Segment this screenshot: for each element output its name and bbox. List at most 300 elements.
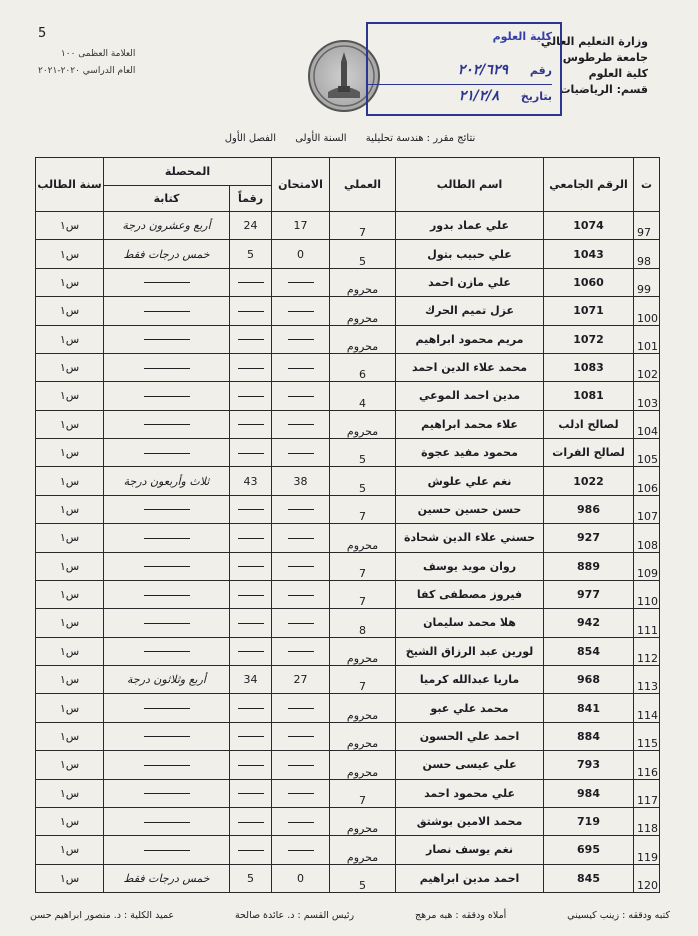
table-row (36, 410, 660, 438)
stamp-date-value: ٢١/٢/٨ (458, 88, 499, 104)
total-digits (230, 524, 272, 552)
academic-year-line: العام الدراسي ٢٠٢٠-٢٠٢١ (38, 66, 136, 76)
university-id: 1074 (544, 212, 634, 240)
student-name: نغم يوسف نصار (396, 836, 544, 864)
student-name: فيروز مصطفى كفا (396, 580, 544, 608)
student-year: س١ (36, 410, 104, 438)
empty-dash (144, 282, 190, 283)
exam-grade (272, 552, 330, 580)
empty-dash (144, 595, 190, 596)
table-row (36, 212, 660, 240)
total-digits (230, 751, 272, 779)
student-name: احمد مدين ابراهيم (396, 864, 544, 892)
row-number: 113 (634, 666, 660, 694)
empty-dash (288, 651, 314, 652)
student-year: س١ (36, 495, 104, 523)
row-number: 111 (634, 609, 660, 637)
empty-dash (238, 651, 264, 652)
empty-dash (144, 339, 190, 340)
row-number: 110 (634, 580, 660, 608)
total-digits (230, 353, 272, 381)
university-id: 1083 (544, 353, 634, 381)
total-digits (230, 439, 272, 467)
row-number: 106 (634, 467, 660, 495)
table-row (36, 353, 660, 381)
student-name: محمود مفيد عجوة (396, 439, 544, 467)
table-row (36, 637, 660, 665)
empty-dash (144, 566, 190, 567)
empty-dash (288, 850, 314, 851)
total-words (104, 751, 230, 779)
student-name: حسن حسين حسين (396, 495, 544, 523)
student-name: حسني علاء الدين شحادة (396, 524, 544, 552)
table-row (36, 836, 660, 864)
exam-grade: 0 (272, 240, 330, 268)
row-number: 105 (634, 439, 660, 467)
student-name: روان مويد يوسف (396, 552, 544, 580)
stamp-date-row (368, 88, 552, 104)
header-words: كتابة (104, 186, 230, 212)
exam-grade: 0 (272, 864, 330, 892)
table-row (36, 609, 660, 637)
total-words (104, 552, 230, 580)
empty-dash (238, 850, 264, 851)
empty-dash (144, 424, 190, 425)
empty-dash (144, 822, 190, 823)
student-name: علي مازن احمد (396, 268, 544, 296)
empty-dash (288, 566, 314, 567)
empty-dash (144, 736, 190, 737)
exam-grade (272, 268, 330, 296)
total-digits (230, 722, 272, 750)
empty-dash (238, 623, 264, 624)
row-number: 99 (634, 268, 660, 296)
empty-dash (238, 311, 264, 312)
exam-grade (272, 382, 330, 410)
total-digits (230, 580, 272, 608)
header-exam: الامتحان (272, 158, 330, 212)
course-title (150, 133, 550, 144)
practical-grade: محروم (330, 524, 396, 552)
total-words (104, 836, 230, 864)
row-number: 117 (634, 779, 660, 807)
total-words (104, 580, 230, 608)
student-name: علاء محمد ابراهيم (396, 410, 544, 438)
row-number: 100 (634, 297, 660, 325)
exam-grade (272, 609, 330, 637)
empty-dash (144, 708, 190, 709)
university-id: 1022 (544, 467, 634, 495)
total-digits: 34 (230, 666, 272, 694)
stamp-number-row (368, 62, 552, 85)
university-id: 793 (544, 751, 634, 779)
empty-dash (238, 509, 264, 510)
empty-dash (238, 424, 264, 425)
stamp-faculty: كلية العلوم (492, 30, 552, 43)
student-year: س١ (36, 467, 104, 495)
total-digits: 24 (230, 212, 272, 240)
student-year: س١ (36, 297, 104, 325)
student-name: عزل تميم الحرك (396, 297, 544, 325)
student-year: س١ (36, 694, 104, 722)
table-row (36, 694, 660, 722)
empty-dash (288, 453, 314, 454)
exam-grade (272, 637, 330, 665)
exam-grade (272, 524, 330, 552)
header-practical: العملي (330, 158, 396, 212)
student-year: س١ (36, 864, 104, 892)
grades-table (35, 157, 660, 893)
student-year: س١ (36, 722, 104, 750)
empty-dash (238, 538, 264, 539)
course-name: نتائج مقرر : هندسة تحليلية (365, 133, 476, 144)
row-number: 109 (634, 552, 660, 580)
total-digits (230, 609, 272, 637)
empty-dash (144, 765, 190, 766)
student-name: علي عماد بدور (396, 212, 544, 240)
row-number: 118 (634, 807, 660, 835)
exam-grade (272, 325, 330, 353)
total-words: خمس درجات فقط (104, 864, 230, 892)
table-row (36, 722, 660, 750)
empty-dash (288, 509, 314, 510)
student-year: س١ (36, 325, 104, 353)
total-words: أربع وعشرون درجة (104, 212, 230, 240)
university-id: 984 (544, 779, 634, 807)
total-words (104, 609, 230, 637)
practical-grade: محروم (330, 268, 396, 296)
student-year: س١ (36, 751, 104, 779)
exam-grade (272, 353, 330, 381)
exam-grade (272, 694, 330, 722)
total-digits (230, 552, 272, 580)
university-id: 942 (544, 609, 634, 637)
student-year: س١ (36, 439, 104, 467)
practical-grade: 5 (330, 240, 396, 268)
total-words (104, 495, 230, 523)
max-grade-line: العلامة العظمى ١٠٠ (60, 49, 136, 59)
student-year: س١ (36, 382, 104, 410)
total-digits (230, 382, 272, 410)
student-name: احمد علي الحسون (396, 722, 544, 750)
table-row (36, 439, 660, 467)
total-digits (230, 410, 272, 438)
total-words: ثلاث وأربعون درجة (104, 467, 230, 495)
row-number: 103 (634, 382, 660, 410)
student-name: مريم محمود ابراهيم (396, 325, 544, 353)
total-digits (230, 495, 272, 523)
total-words: خمس درجات فقط (104, 240, 230, 268)
practical-grade: محروم (330, 722, 396, 750)
practical-grade: 7 (330, 666, 396, 694)
signature-writer: كتبه ودققه : زينب كيسيني (567, 910, 670, 921)
university-id: 927 (544, 524, 634, 552)
total-words (104, 410, 230, 438)
empty-dash (288, 368, 314, 369)
header-no: ت (634, 158, 660, 212)
total-digits (230, 325, 272, 353)
total-words (104, 353, 230, 381)
total-words (104, 382, 230, 410)
practical-grade: محروم (330, 325, 396, 353)
exam-grade (272, 297, 330, 325)
practical-grade: محروم (330, 637, 396, 665)
student-year: س١ (36, 807, 104, 835)
empty-dash (144, 368, 190, 369)
faculty-line: كلية العلوم (588, 67, 648, 80)
exam-grade (272, 836, 330, 864)
empty-dash (288, 396, 314, 397)
empty-dash (238, 765, 264, 766)
table-row (36, 666, 660, 694)
student-year: س١ (36, 353, 104, 381)
total-words (104, 807, 230, 835)
header-name: اسم الطالب (396, 158, 544, 212)
grade-info-header (38, 46, 135, 80)
empty-dash (144, 396, 190, 397)
exam-grade (272, 779, 330, 807)
total-words (104, 779, 230, 807)
student-name: محمد علي عبو (396, 694, 544, 722)
empty-dash (144, 453, 190, 454)
empty-dash (288, 282, 314, 283)
table-row (36, 779, 660, 807)
student-name: ماريا عبدالله كرميا (396, 666, 544, 694)
student-year: س١ (36, 524, 104, 552)
university-line: جامعة طرطوس (562, 51, 648, 64)
practical-grade: 7 (330, 552, 396, 580)
table-row (36, 240, 660, 268)
empty-dash (288, 538, 314, 539)
practical-grade: 7 (330, 495, 396, 523)
exam-grade: 38 (272, 467, 330, 495)
empty-dash (238, 595, 264, 596)
total-words (104, 325, 230, 353)
university-id: 1071 (544, 297, 634, 325)
student-year: س١ (36, 240, 104, 268)
table-row (36, 864, 660, 892)
empty-dash (238, 368, 264, 369)
table-row (36, 751, 660, 779)
table-row (36, 580, 660, 608)
row-number: 98 (634, 240, 660, 268)
student-year: س١ (36, 779, 104, 807)
empty-dash (288, 736, 314, 737)
table-row (36, 807, 660, 835)
student-year: س١ (36, 552, 104, 580)
student-year: س١ (36, 580, 104, 608)
empty-dash (144, 793, 190, 794)
stamp-date-label: بتاريخ (520, 90, 552, 103)
course-semester: الفصل الأول (224, 133, 277, 144)
student-year: س١ (36, 666, 104, 694)
exam-grade (272, 722, 330, 750)
empty-dash (238, 453, 264, 454)
row-number: 116 (634, 751, 660, 779)
total-digits (230, 779, 272, 807)
total-words (104, 439, 230, 467)
student-year: س١ (36, 836, 104, 864)
empty-dash (288, 793, 314, 794)
total-digits: 5 (230, 240, 272, 268)
signature-dictator: أملاه ودققه : هبه مرهج (414, 910, 507, 921)
practical-grade: محروم (330, 751, 396, 779)
university-id: 841 (544, 694, 634, 722)
exam-grade: 17 (272, 212, 330, 240)
student-name: علي عيسى حسن (396, 751, 544, 779)
row-number: 108 (634, 524, 660, 552)
practical-grade: محروم (330, 410, 396, 438)
table-row (36, 552, 660, 580)
student-name: علي حبيب بتول (396, 240, 544, 268)
total-words (104, 637, 230, 665)
student-name: محمد علاء الدين احمد (396, 353, 544, 381)
signature-dean: عميد الكلية : د. منصور ابراهيم حسن (30, 910, 175, 921)
total-digits (230, 297, 272, 325)
university-id: 1060 (544, 268, 634, 296)
incoming-mail-stamp (366, 22, 562, 116)
university-id: 695 (544, 836, 634, 864)
university-id: 1043 (544, 240, 634, 268)
university-id: 968 (544, 666, 634, 694)
total-digits (230, 836, 272, 864)
student-name: محمد الامين بوشتق (396, 807, 544, 835)
total-digits: 43 (230, 467, 272, 495)
practical-grade: 7 (330, 779, 396, 807)
empty-dash (288, 424, 314, 425)
empty-dash (288, 311, 314, 312)
university-id: لصالح الفرات (544, 439, 634, 467)
exam-grade (272, 439, 330, 467)
total-words: أربع وثلاثون درجة (104, 666, 230, 694)
stamp-number-value: ٢٠٢/٦٢٩ (457, 62, 508, 78)
university-id: لصالح ادلب (544, 410, 634, 438)
practical-grade: محروم (330, 807, 396, 835)
row-number: 107 (634, 495, 660, 523)
exam-grade (272, 807, 330, 835)
university-id: 854 (544, 637, 634, 665)
table-row (36, 495, 660, 523)
total-digits (230, 694, 272, 722)
row-number: 114 (634, 694, 660, 722)
empty-dash (238, 793, 264, 794)
practical-grade: 5 (330, 467, 396, 495)
stamp-number-label: رقم (529, 64, 552, 77)
empty-dash (144, 623, 190, 624)
practical-grade: محروم (330, 297, 396, 325)
total-words (104, 722, 230, 750)
signatures-footer (30, 910, 670, 921)
student-year: س١ (36, 268, 104, 296)
row-number: 101 (634, 325, 660, 353)
header-digits: رقماً (230, 186, 272, 212)
department-line: قسم: الرياضيات (559, 83, 648, 96)
student-year: س١ (36, 609, 104, 637)
empty-dash (238, 736, 264, 737)
exam-grade: 27 (272, 666, 330, 694)
university-id: 1072 (544, 325, 634, 353)
course-year: السنة الأولى (295, 133, 347, 144)
empty-dash (288, 339, 314, 340)
empty-dash (144, 850, 190, 851)
empty-dash (288, 708, 314, 709)
university-id: 889 (544, 552, 634, 580)
header-year: سنة الطالب (36, 158, 104, 212)
table-row (36, 382, 660, 410)
total-words (104, 297, 230, 325)
total-words (104, 524, 230, 552)
total-words (104, 694, 230, 722)
row-number: 112 (634, 637, 660, 665)
practical-grade: 8 (330, 609, 396, 637)
table-row (36, 325, 660, 353)
ministry-line: وزارة التعليم العالي (540, 35, 648, 48)
total-digits (230, 637, 272, 665)
total-words (104, 268, 230, 296)
row-number: 119 (634, 836, 660, 864)
practical-grade: 5 (330, 864, 396, 892)
header-total: المحصلة (104, 158, 272, 186)
student-name: علي محمود احمد (396, 779, 544, 807)
exam-grade (272, 751, 330, 779)
row-number: 102 (634, 353, 660, 381)
empty-dash (238, 282, 264, 283)
exam-grade (272, 495, 330, 523)
table-row (36, 467, 660, 495)
exam-grade (272, 410, 330, 438)
empty-dash (288, 765, 314, 766)
empty-dash (288, 822, 314, 823)
row-number: 104 (634, 410, 660, 438)
header-id: الرقم الجامعي (544, 158, 634, 212)
table-row (36, 524, 660, 552)
practical-grade: محروم (330, 836, 396, 864)
practical-grade: 6 (330, 353, 396, 381)
total-digits: 5 (230, 864, 272, 892)
practical-grade: 5 (330, 439, 396, 467)
empty-dash (238, 566, 264, 567)
empty-dash (238, 339, 264, 340)
empty-dash (238, 822, 264, 823)
signature-department-head: رئيس القسم : د. عائدة صالحة (234, 910, 355, 921)
empty-dash (288, 595, 314, 596)
practical-grade: 4 (330, 382, 396, 410)
student-name: نغم علي علوش (396, 467, 544, 495)
university-id: 977 (544, 580, 634, 608)
empty-dash (144, 509, 190, 510)
empty-dash (238, 708, 264, 709)
empty-dash (238, 396, 264, 397)
university-id: 884 (544, 722, 634, 750)
empty-dash (144, 651, 190, 652)
student-name: لورين عبد الرزاق الشيخ (396, 637, 544, 665)
university-id: 719 (544, 807, 634, 835)
practical-grade: 7 (330, 580, 396, 608)
practical-grade: 7 (330, 212, 396, 240)
table-row (36, 268, 660, 296)
row-number: 120 (634, 864, 660, 892)
exam-grade (272, 580, 330, 608)
empty-dash (144, 311, 190, 312)
student-name: مدين احمد الموعي (396, 382, 544, 410)
empty-dash (144, 538, 190, 539)
row-number: 115 (634, 722, 660, 750)
university-id: 1081 (544, 382, 634, 410)
practical-grade: محروم (330, 694, 396, 722)
grades-body (36, 212, 660, 893)
table-row (36, 297, 660, 325)
student-year: س١ (36, 637, 104, 665)
